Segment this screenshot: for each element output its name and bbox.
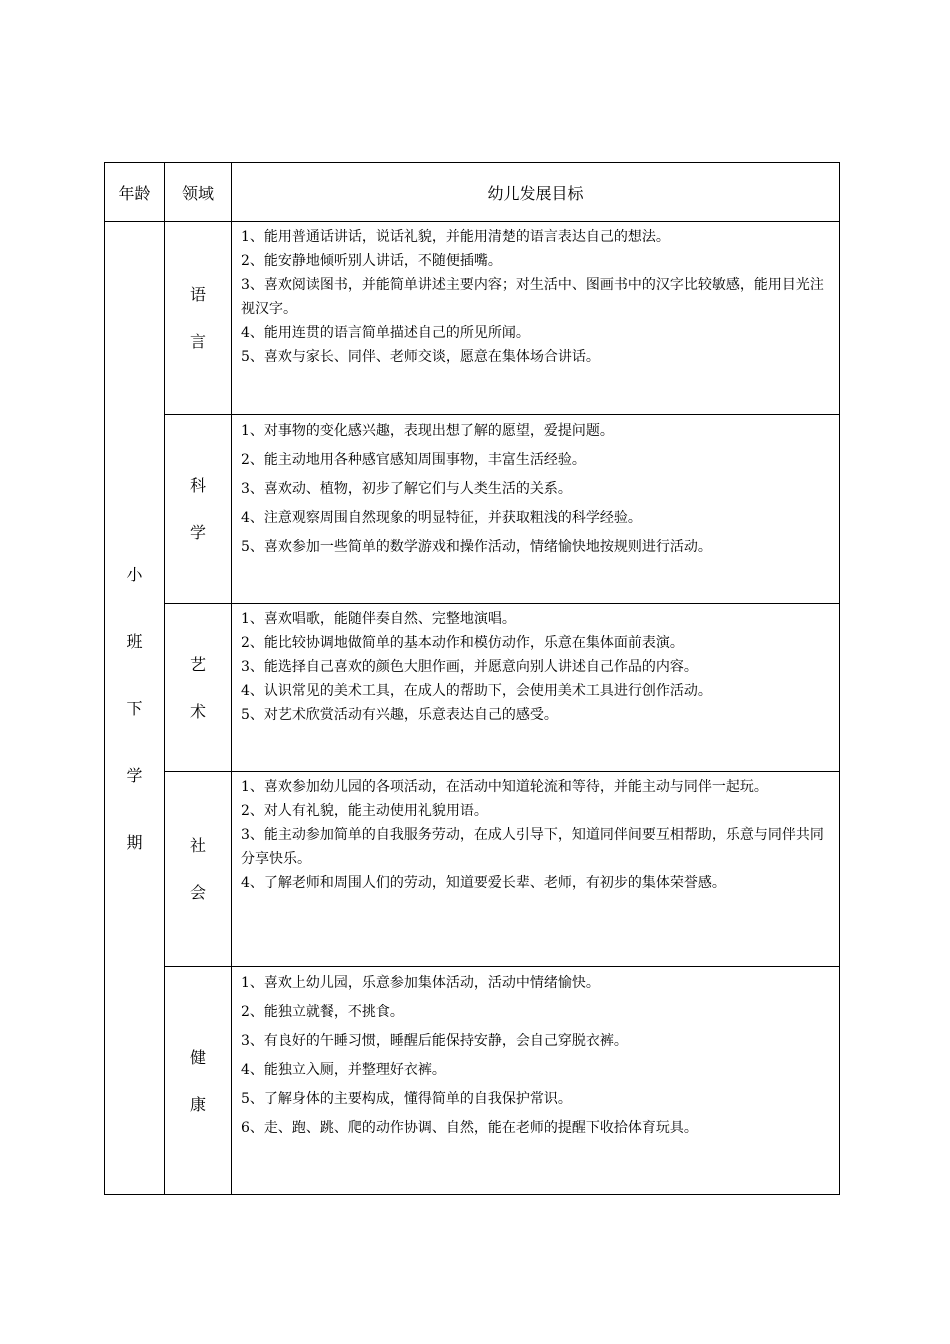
goal-item: 4、了解老师和周围人们的劳动，知道要爱长辈、老师，有初步的集体荣誉感。 bbox=[241, 875, 726, 891]
domain-char: 科 bbox=[189, 476, 206, 495]
goal-item: 3、喜欢阅读图书，并能简单讲述主要内容；对生活中、图画书中的汉字比较敏感，能用目光注视汉字。 bbox=[241, 277, 824, 317]
age-char: 学 bbox=[126, 765, 143, 785]
section-row-language bbox=[105, 222, 840, 415]
domain-char: 学 bbox=[189, 523, 206, 542]
domain-char: 康 bbox=[189, 1094, 206, 1114]
domain-cell-language bbox=[165, 222, 232, 415]
goals-cell-language bbox=[232, 222, 840, 415]
section-row-art bbox=[105, 604, 840, 772]
goal-item: 5、对艺术欣赏活动有兴趣，乐意表达自己的感受。 bbox=[241, 707, 558, 723]
goal-item: 3、能选择自己喜欢的颜色大胆作画，并愿意向别人讲述自己作品的内容。 bbox=[241, 659, 698, 675]
goal-item: 2、能独立就餐，不挑食。 bbox=[241, 1004, 404, 1020]
goals-cell-science bbox=[232, 415, 840, 604]
goal-item: 4、认识常见的美术工具，在成人的帮助下，会使用美术工具进行创作活动。 bbox=[241, 683, 712, 699]
header-age: 年龄 bbox=[105, 163, 165, 222]
goal-item: 4、注意观察周围自然现象的明显特征，并获取粗浅的科学经验。 bbox=[241, 510, 642, 526]
goal-item: 1、喜欢唱歌，能随伴奏自然、完整地演唱。 bbox=[241, 611, 516, 627]
domain-cell-science bbox=[165, 415, 232, 604]
goal-item: 5、喜欢与家长、同伴、老师交谈，愿意在集体场合讲话。 bbox=[241, 349, 600, 365]
goal-item: 3、喜欢动、植物，初步了解它们与人类生活的关系。 bbox=[241, 481, 572, 497]
age-char: 期 bbox=[126, 832, 143, 852]
domain-cell-art bbox=[165, 604, 232, 772]
header-goals: 幼儿发展目标 bbox=[232, 163, 840, 222]
domain-char: 健 bbox=[189, 1047, 206, 1067]
section-row-science bbox=[105, 415, 840, 604]
section-row-health bbox=[105, 967, 840, 1195]
goal-item: 6、走、跑、跳、爬的动作协调、自然，能在老师的提醒下收拾体育玩具。 bbox=[241, 1120, 698, 1136]
goal-item: 2、能安静地倾听别人讲话，不随便插嘴。 bbox=[241, 253, 502, 269]
domain-char: 术 bbox=[189, 701, 206, 721]
domain-cell-health bbox=[165, 967, 232, 1195]
goal-item: 5、喜欢参加一些简单的数学游戏和操作活动，情绪愉快地按规则进行活动。 bbox=[241, 539, 712, 555]
domain-cell-society bbox=[165, 772, 232, 967]
domain-char: 社 bbox=[189, 836, 206, 855]
goal-item: 1、喜欢上幼儿园，乐意参加集体活动，活动中情绪愉快。 bbox=[241, 975, 600, 991]
goal-item: 1、能用普通话讲话，说话礼貌，并能用清楚的语言表达自己的想法。 bbox=[241, 229, 670, 245]
age-char: 小 bbox=[126, 564, 143, 584]
goal-item: 3、有良好的午睡习惯，睡醒后能保持安静，会自己穿脱衣裤。 bbox=[241, 1033, 628, 1049]
header-row bbox=[105, 163, 840, 222]
goal-item: 1、喜欢参加幼儿园的各项活动，在活动中知道轮流和等待，并能主动与同伴一起玩。 bbox=[241, 779, 768, 795]
goals-cell-art bbox=[232, 604, 840, 772]
age-char: 班 bbox=[126, 631, 143, 651]
goals-cell-society bbox=[232, 772, 840, 967]
goal-item: 2、对人有礼貌，能主动使用礼貌用语。 bbox=[241, 803, 488, 819]
domain-char: 会 bbox=[189, 883, 206, 902]
age-cell bbox=[105, 222, 165, 1195]
goal-item: 4、能独立入厕，并整理好衣裤。 bbox=[241, 1062, 446, 1078]
domain-char: 言 bbox=[189, 332, 206, 351]
goal-item: 2、能主动地用各种感官感知周围事物，丰富生活经验。 bbox=[241, 452, 586, 468]
section-row-society bbox=[105, 772, 840, 967]
domain-char: 艺 bbox=[189, 654, 206, 674]
goal-item: 4、能用连贯的语言简单描述自己的所见所闻。 bbox=[241, 325, 530, 341]
header-domain: 领域 bbox=[165, 163, 232, 222]
goal-item: 5、了解身体的主要构成，懂得简单的自我保护常识。 bbox=[241, 1091, 572, 1107]
goals-cell-health bbox=[232, 967, 840, 1195]
goal-item: 3、能主动参加简单的自我服务劳动，在成人引导下，知道同伴间要互相帮助，乐意与同伴共同分享快乐。 bbox=[241, 827, 824, 867]
goal-item: 2、能比较协调地做简单的基本动作和模仿动作，乐意在集体面前表演。 bbox=[241, 635, 684, 651]
domain-char: 语 bbox=[189, 285, 206, 304]
age-char: 下 bbox=[126, 698, 143, 718]
goal-item: 1、对事物的变化感兴趣，表现出想了解的愿望，爱提问题。 bbox=[241, 423, 614, 439]
development-goals-table bbox=[104, 162, 840, 1195]
